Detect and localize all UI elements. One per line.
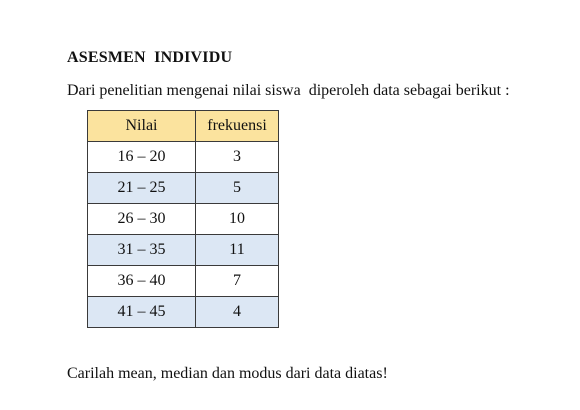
table-row (88, 297, 279, 328)
table-row (88, 235, 279, 266)
cell-nilai: 21 – 25 (88, 173, 196, 204)
table-row (88, 142, 279, 173)
header-nilai: Nilai (88, 111, 196, 142)
cell-frekuensi: 3 (196, 142, 279, 173)
cell-frekuensi: 4 (196, 297, 279, 328)
cell-nilai: 36 – 40 (88, 266, 196, 297)
intro-text: Dari penelitian mengenai nilai siswa diperoleh data sebagai berikut : (67, 82, 510, 99)
cell-nilai: 31 – 35 (88, 235, 196, 266)
page-title: ASESMEN INDIVIDU (67, 49, 233, 66)
table-row (88, 204, 279, 235)
table-row (88, 266, 279, 297)
cell-nilai: 26 – 30 (88, 204, 196, 235)
question-text: Carilah mean, median dan modus dari data diatas! (67, 365, 388, 382)
cell-frekuensi: 11 (196, 235, 279, 266)
cell-frekuensi: 10 (196, 204, 279, 235)
header-frekuensi: frekuensi (196, 111, 279, 142)
cell-frekuensi: 7 (196, 266, 279, 297)
cell-nilai: 41 – 45 (88, 297, 196, 328)
cell-frekuensi: 5 (196, 173, 279, 204)
table-header-row (88, 111, 279, 142)
frequency-table (87, 110, 279, 328)
table-row (88, 173, 279, 204)
cell-nilai: 16 – 20 (88, 142, 196, 173)
